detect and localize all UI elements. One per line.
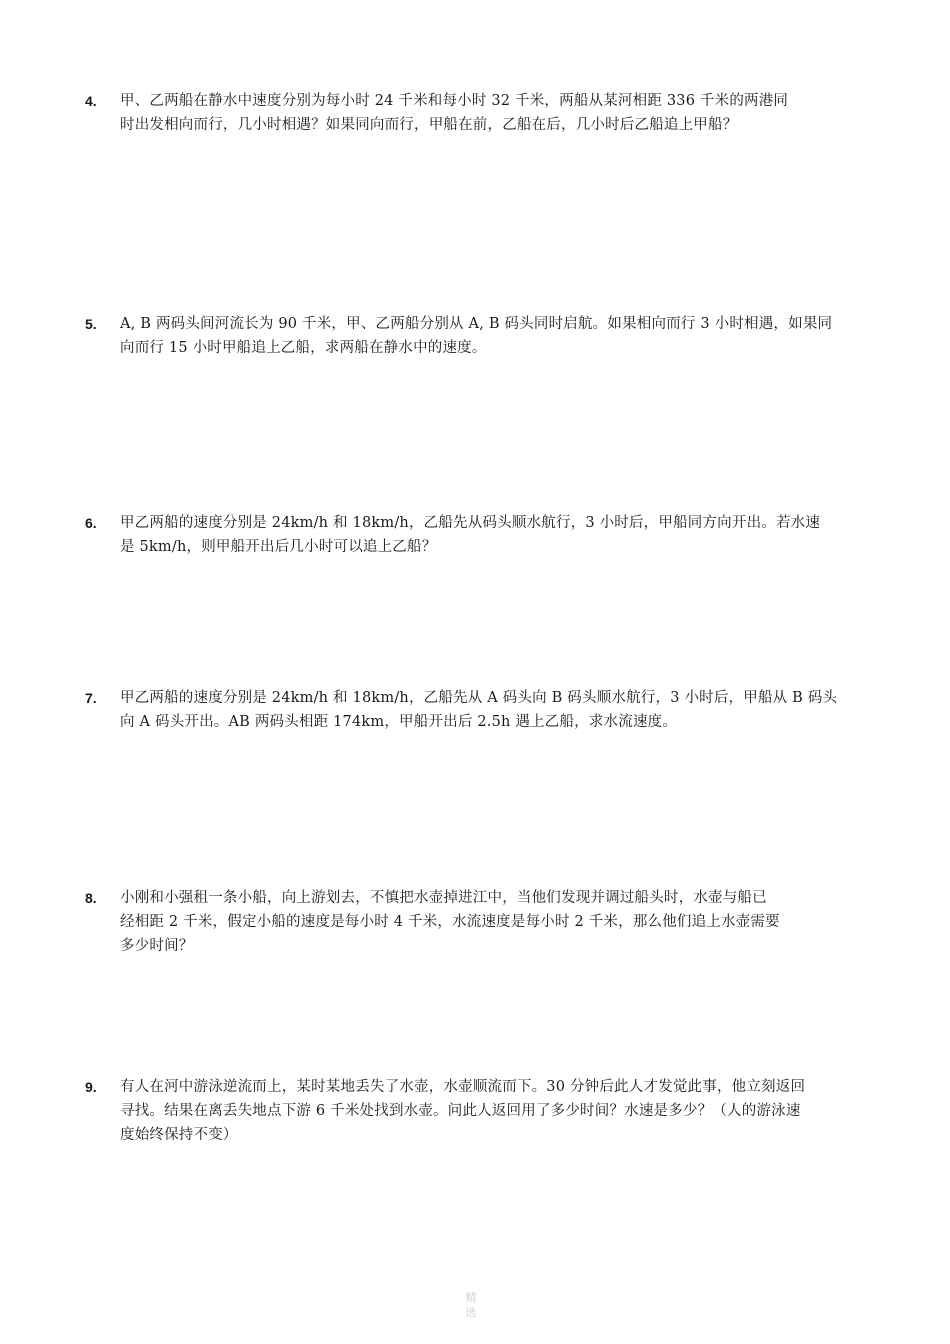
problem-number: 8. (85, 890, 97, 906)
problem-line: 向而行 15 小时甲船追上乙船，求两船在静水中的速度。 (120, 340, 487, 356)
problem-line: 度始终保持不变） (120, 1127, 238, 1143)
problem-line: A, B 两码头间河流长为 90 千米，甲、乙两船分别从 A, B 码头同时启航。如果相向而行 3 小时相遇，如果同 (120, 316, 833, 332)
problem-line: 经相距 2 千米，假定小船的速度是每小时 4 千米，水流速度是每小时 2 千米，那么他们追上水壶需要 (120, 914, 780, 930)
problem-text (120, 511, 865, 559)
problem-number: 9. (85, 1079, 97, 1095)
problem-line: 寻找。结果在离丢失地点下游 6 千米处找到水壶。问此人返回用了多少时间？水速是多少？（人的游泳速 (120, 1103, 801, 1119)
problem-text (120, 1075, 865, 1147)
problem-line: 小刚和小强租一条小船，向上游划去，不慎把水壶掉进江中，当他们发现并调过船头时，水壶与船已 (120, 890, 767, 906)
problem-text (120, 686, 865, 734)
problem-line: 是 5km/h，则甲船开出后几小时可以追上乙船？ (120, 539, 437, 555)
problem-text (120, 89, 865, 137)
problem-number: 4. (85, 93, 97, 109)
problem-line: 甲乙两船的速度分别是 24km/h 和 18km/h，乙船先从码头顺水航行，3 小时后，甲船同方向开出。若水速 (120, 515, 821, 531)
footer-text: 选 (465, 1306, 477, 1319)
problem-line: 有人在河中游泳逆流而上，某时某地丢失了水壶，水壶顺流而下。30 分钟后此人才发觉此事，他立刻返回 (120, 1079, 806, 1095)
problem-text (120, 886, 865, 958)
problem-number: 6. (85, 515, 97, 531)
problem-line: 向 A 码头开出。AB 两码头相距 174km，甲船开出后 2.5h 遇上乙船，求水流速度。 (120, 714, 678, 730)
page-footer (463, 1290, 479, 1320)
problem-line: 甲、乙两船在静水中速度分别为每小时 24 千米和每小时 32 千米，两船从某河相距 336 千米的两港同 (120, 93, 789, 109)
problem-text (120, 312, 865, 360)
problem-line: 多少时间？ (120, 938, 194, 954)
problem-number: 5. (85, 316, 97, 332)
problem-line: 甲乙两船的速度分别是 24km/h 和 18km/h，乙船先从 A 码头向 B 码头顺水航行，3 小时后，甲船从 B 码头 (120, 690, 838, 706)
footer-text: 精 (465, 1291, 477, 1304)
problem-number: 7. (85, 690, 97, 706)
problem-line: 时出发相向而行，几小时相遇？如果同向而行，甲船在前，乙船在后，几小时后乙船追上甲船？ (120, 117, 738, 133)
